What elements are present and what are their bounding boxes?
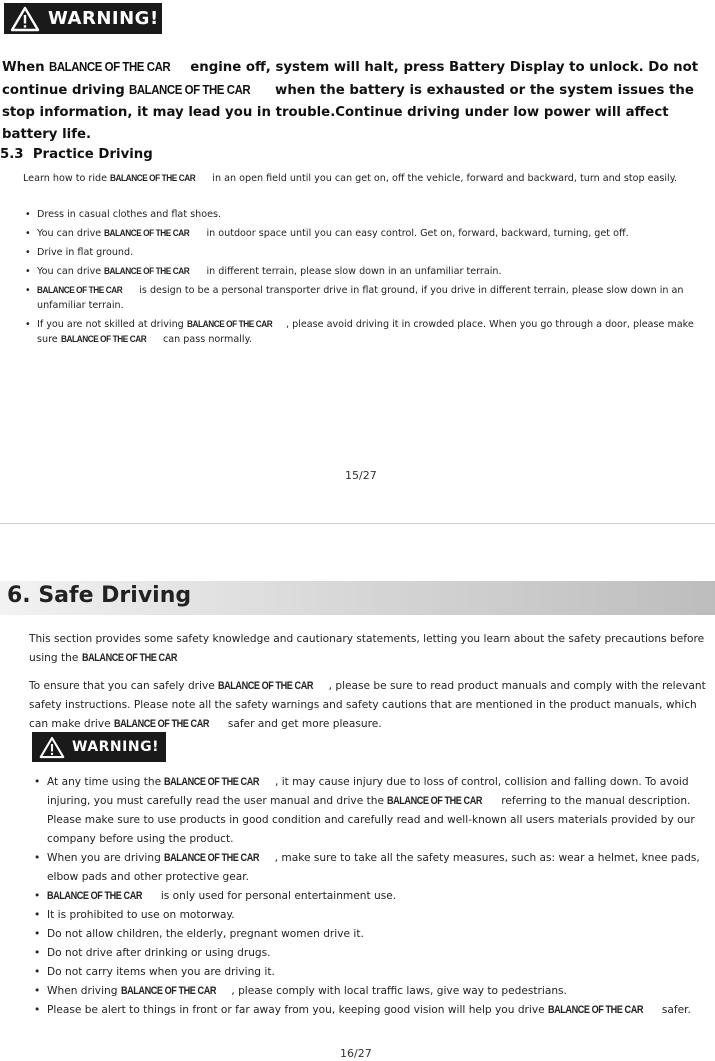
text: You can drive [37,266,105,277]
list-item [32,906,714,925]
text: , it may cause injury due to loss of control, collision and falling down. To avoid injuring, you must carefully read the user manual and drive the [47,776,689,807]
page-divider [0,523,715,524]
brand-name: BALANCE OF THE CAR [186,319,273,330]
brand-name: BALANCE OF THE CAR [164,776,260,788]
text: This section provides some safety knowledge and cautionary statements, letting you learn about the safety precautions before using the [29,633,705,664]
text: can pass normally. [159,334,252,345]
text: When you are driving [47,852,165,864]
intro-paragraph [23,171,703,186]
text: Do not allow children, the elderly, pregnant women drive it. [47,928,364,940]
intro-paragraph [29,630,709,668]
text: is only used for personal entertainment use. [157,890,397,902]
text: If you are not skilled at driving [37,319,187,330]
text: referring to the manual description. Please make sure to use products in good condition and carefully read and well-known all users materials provided by our company before using the product. [47,795,695,845]
brand-name: BALANCE OF THE CAR [114,718,210,730]
text: engine off, system will halt, press Battery Display to unlock. Do not continue driving [2,60,699,98]
text: At any time using the [47,776,165,788]
list-item [23,207,705,222]
safety-paragraph [29,677,713,734]
warning-label: WARNING! [48,8,159,29]
text: Do not carry items when you are driving it. [47,966,275,978]
brand-name: BALANCE OF THE CAR [110,173,196,184]
text: Dress in casual clothes and flat shoes. [37,209,222,220]
list-item [32,887,714,906]
text: , please avoid driving it in crowded place. When you go through a door, please make sure [37,319,694,345]
brand-name: BALANCE OF THE CAR [104,266,190,277]
text: Do not drive after drinking or using drugs. [47,947,271,959]
warning-label: WARNING! [72,739,159,755]
text: Please be alert to things in front or far away from you, keeping good vision will help you drive [47,1004,548,1016]
list-item [32,982,714,1001]
practice-list [23,207,705,347]
brand-name: BALANCE OF THE CAR [129,82,251,97]
brand-name: BALANCE OF THE CAR [49,59,171,74]
warning-banner [4,3,162,34]
list-item [32,944,714,963]
list-item [23,264,705,279]
safety-list [32,773,714,1020]
list-item [32,925,714,944]
list-item [23,317,705,347]
brand-name: BALANCE OF THE CAR [37,285,123,296]
text: in an open field until you can get on, off the vehicle, forward and backward, turn and stop easily. [209,173,678,184]
text: It is prohibited to use on motorway. [47,909,235,921]
brand-name: BALANCE OF THE CAR [387,795,483,807]
list-item [23,245,705,260]
warning-triangle-icon [39,736,65,759]
brand-name: BALANCE OF THE CAR [104,228,190,239]
brand-name: BALANCE OF THE CAR [81,652,177,664]
warning-paragraph [2,56,708,146]
text: Learn how to ride [23,173,111,184]
text: When driving [47,985,121,997]
page-number: 15/27 [345,469,377,482]
text: Drive in flat ground. [37,247,134,258]
warning-banner [32,732,166,762]
text: , please be sure to read product manuals and comply with the relevant safety instructions. Please note all the safety warnings and safety cautions that are mentioned in the product manuals, which can make drive [29,680,706,730]
brand-name: BALANCE OF THE CAR [164,852,260,864]
brand-name: BALANCE OF THE CAR [548,1004,644,1016]
text: To ensure that you can safely drive [29,680,219,692]
list-item [23,283,705,313]
text: , make sure to take all the safety measures, such as: wear a helmet, knee pads, elbow pads and other protective gear. [47,852,700,883]
text: safer and get more pleasure. [224,718,382,730]
brand-name: BALANCE OF THE CAR [120,985,216,997]
page-number: 16/27 [340,1047,372,1060]
brand-name: BALANCE OF THE CAR [60,334,147,345]
list-item [23,226,705,241]
warning-triangle-icon [10,6,40,32]
list-item [32,1001,714,1020]
brand-name: BALANCE OF THE CAR [218,680,314,692]
text: is design to be a personal transporter drive in flat ground, if you drive in different terrain, please slow down in an unfamiliar terrain. [37,285,684,311]
text: when the battery is exhausted or the system issues the stop information, it may lead you in trouble.Continue driving under low power will affect battery life. [2,83,694,142]
section-title: 6. Safe Driving [7,583,192,608]
list-item [32,849,714,887]
text: safer. [658,1004,691,1016]
text: When [2,60,50,75]
text: , please comply with local traffic laws, give way to pedestrians. [231,985,567,997]
text: in outdoor space until you can easy control. Get on, forward, backward, turning, get off. [203,228,629,239]
text: You can drive [37,228,105,239]
section-heading: 5.3 Practice Driving [0,147,153,162]
text: in different terrain, please slow down in an unfamiliar terrain. [203,266,502,277]
list-item [32,963,714,982]
list-item [32,773,714,849]
brand-name: BALANCE OF THE CAR [47,890,143,902]
